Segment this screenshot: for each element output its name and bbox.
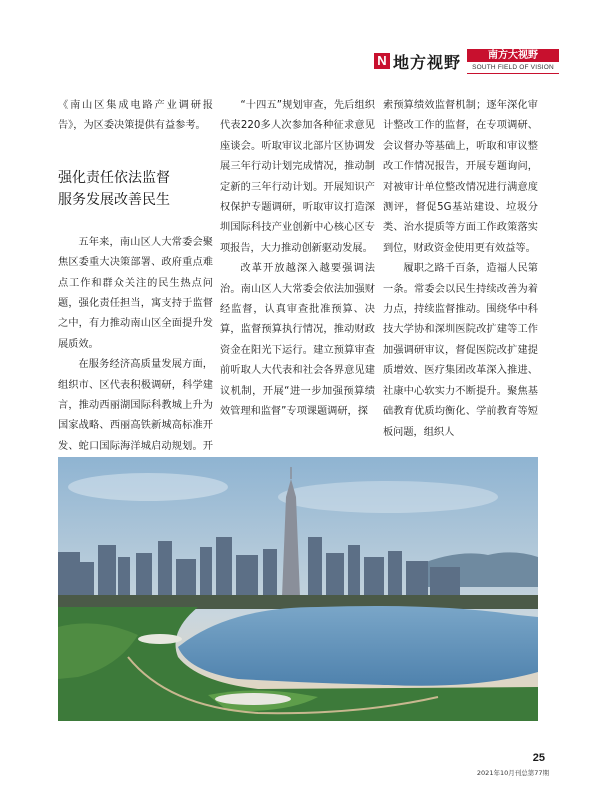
subheading-line: 强化责任依法监督 xyxy=(58,169,170,186)
issue-info: 2021年10月刊总第77期 xyxy=(476,769,549,777)
paragraph: 改革开放越深入越要强调法治。南山区人大常委会依法加强财经监督，认真审查批准预算、决算，监督预算执行情况，推动财政资金在阳光下运行。建立预算审查前听取人大代表和社会各界意见建议机制，开展“进一步加强预算绩效管理和监督”专项课题调研，探 xyxy=(220,263,375,418)
text-column-2 xyxy=(220,96,375,423)
brand-name-cn: 南方大视野 xyxy=(467,49,559,62)
n-logo-icon: N xyxy=(374,53,390,69)
paragraph: 五年来，南山区人大常委会聚焦区委重大决策部署、政府重点难点工作和群众关注的民生热点问题，强化责任担当，寓支持于监督之中，有力推动南山区全面提升发展质效。 xyxy=(58,236,213,350)
brand-name-en: SOUTH FIELD OF VISION xyxy=(467,62,559,74)
magazine-brand xyxy=(467,49,559,74)
page-number: 25 xyxy=(532,752,545,764)
paragraph: 在服务经济高质量发展方面，组织市、区代表积极调研，科学建言，推动西丽湖国际科教城上升为国家战略、西丽高铁新城高标准开发、蛇口国际海洋城启动规划。开 xyxy=(58,359,213,452)
skyline-illustration xyxy=(58,457,538,721)
section-title: 地方视野 xyxy=(392,52,461,72)
paragraph: 履职之路千百条，造福人民第一条。常委会以民生持续改善为着力点，持续监督推动。围绕华中科技大学协和深圳医院改扩建等工作加强调研审议，督促医院改扩建提质增效、医疗集团改革深入推进、社康中心软实力不断提升。聚焦基础教育优质均衡化、学前教育等短板问题，组织人 xyxy=(383,263,538,438)
paragraph: “十四五”规划审查，先后组织代表220多人次参加各种征求意见座谈会。听取审议北部片区协调发展三年行动计划完成情况，推动制定新的三年行动计划。开展知识产权保护专题调研，听取审议打造深圳国际科技产业创新中心核心区专项报告，大力推动创新驱动发展。 xyxy=(220,100,375,254)
subheading-line: 服务发展改善民生 xyxy=(58,191,170,208)
city-skyline-photo xyxy=(58,457,538,721)
text-column-3 xyxy=(383,96,538,443)
page-header xyxy=(374,47,559,75)
text-column-1 xyxy=(58,96,213,478)
paragraph: 索预算绩效监督机制；逐年深化审计整改工作的监督，在专项调研、会议督办等基础上，听取和审议整改工作情况报告，开展专题询问，对被审计单位整改情况进行满意度测评，督促5G基站建设、垃圾分类、治水提质等方面工作政策落实到位，财政资金使用更有效益等。 xyxy=(383,100,538,254)
paragraph: 《南山区集成电路产业调研报告》，为区委决策提供有益参考。 xyxy=(58,100,213,132)
section-subheading xyxy=(58,167,213,211)
